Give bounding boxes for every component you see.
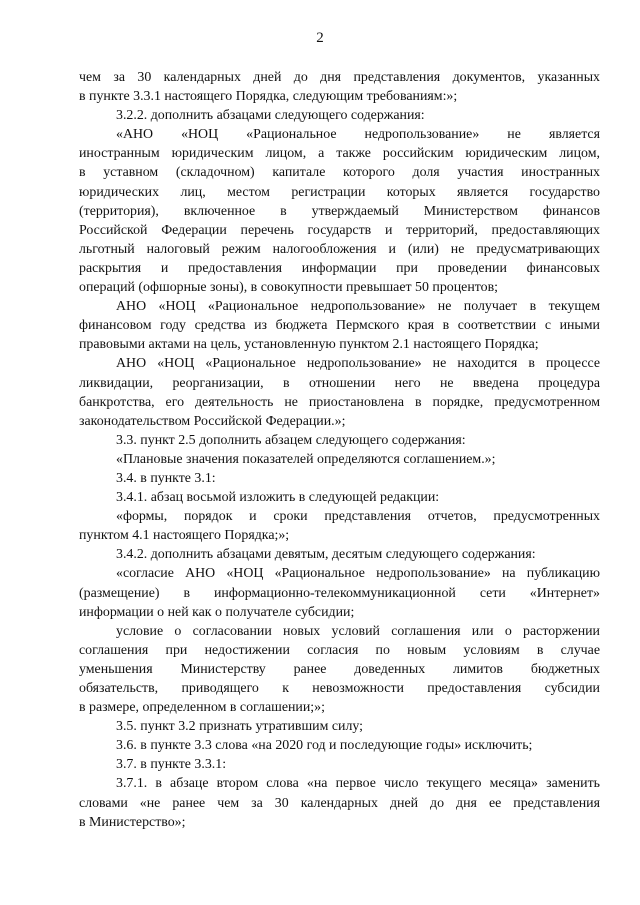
text-line: раскрытия и предоставления информации при проведении финансовых	[79, 260, 600, 276]
text-line: в размере, определенном в соглашении;»;	[79, 700, 325, 716]
text-line: «Плановые значения показателей определяются соглашением.»;	[116, 451, 496, 467]
text-line: 3.6. в пункте 3.3 слова «на 2020 год и последующие годы» исключить;	[116, 738, 533, 754]
text-line: льготный налоговый режим налогообложения и (или) не предусматривающих	[79, 241, 600, 257]
text-line: 3.7. в пункте 3.3.1:	[116, 757, 227, 773]
text-line: 3.4.2. дополнить абзацами девятым, десятым следующего содержания:	[116, 547, 536, 563]
text-line: уменьшения Министерству ранее доведенных лимитов бюджетных	[79, 661, 600, 677]
text-line: ликвидации, реорганизации, в отношении него не введена процедура	[79, 375, 600, 391]
text-line: АНО «НОЦ «Рациональное недропользование» не получает в текущем	[116, 299, 600, 315]
text-line: «согласие АНО «НОЦ «Рациональное недропользование» на публикацию	[116, 566, 600, 582]
text-line: в уставном (складочном) капитале которого доля участия иностранных	[79, 165, 600, 181]
text-line: 3.3. пункт 2.5 дополнить абзацем следующего содержания:	[116, 432, 466, 448]
text-line: Российской Федерации перечень государств и территорий, предоставляющих	[79, 222, 600, 238]
text-line: чем за 30 календарных дней до дня представления документов, указанных	[79, 70, 600, 85]
text-line: словами «не ранее чем за 30 календарных дней до дня ее представления	[79, 795, 600, 811]
text-line: пунктом 4.1 настоящего Порядка;»;	[79, 528, 290, 544]
text-line: правовыми актами на цель, установленную пунктом 2.1 настоящего Порядка;	[79, 337, 539, 353]
text-line: юридических лиц, местом регистрации которых является государство	[79, 184, 600, 200]
text-line: 3.4.1. абзац восьмой изложить в следующей редакции:	[116, 490, 440, 506]
text-line: информации о ней как о получателе субсидии;	[79, 604, 355, 620]
text-line: 3.2.2. дополнить абзацами следующего содержания:	[116, 108, 425, 124]
text-line: 3.5. пункт 3.2 признать утратившим силу;	[116, 719, 364, 735]
text-line: иностранным юридическим лицом, а также российским юридическим лицом,	[79, 146, 600, 162]
document-body	[79, 68, 600, 832]
text-line: (территория), включенное в утверждаемый Министерством финансов	[79, 203, 600, 219]
text-line: 3.7.1. в абзаце втором слова «на первое число текущего месяца» заменить	[116, 776, 600, 792]
text-line: обязательств, приводящего к невозможности предоставления субсидии	[79, 681, 600, 696]
text-line: условие о согласовании новых условий соглашения или о расторжении	[116, 623, 600, 639]
text-line: финансовом году средства из бюджета Пермского края в соответствии с иными	[79, 318, 600, 334]
text-line: «формы, порядок и сроки представления отчетов, предусмотренных	[116, 509, 600, 525]
text-line: (размещение) в информационно-телекоммуникационной сети «Интернет»	[79, 585, 600, 601]
text-line: соглашения при недостижении согласия по новым условиям в случае	[79, 642, 600, 658]
text-line: в Министерство»;	[79, 814, 186, 830]
text-line: в пункте 3.3.1 настоящего Порядка, следующим требованиям:»;	[79, 89, 458, 105]
page-number: 2	[316, 30, 324, 46]
text-line: операций (офшорные зоны), в совокупности превышает 50 процентов;	[79, 280, 499, 296]
text-line: банкротства, его деятельность не приостановлена в порядке, предусмотренном	[79, 394, 600, 410]
text-line: законодательством Российской Федерации.»;	[79, 413, 346, 429]
text-line: 3.4. в пункте 3.1:	[116, 470, 216, 486]
text-line: АНО «НОЦ «Рациональное недропользование» не находится в процессе	[116, 356, 600, 372]
text-line: «АНО «НОЦ «Рациональное недропользование» не является	[116, 127, 600, 143]
